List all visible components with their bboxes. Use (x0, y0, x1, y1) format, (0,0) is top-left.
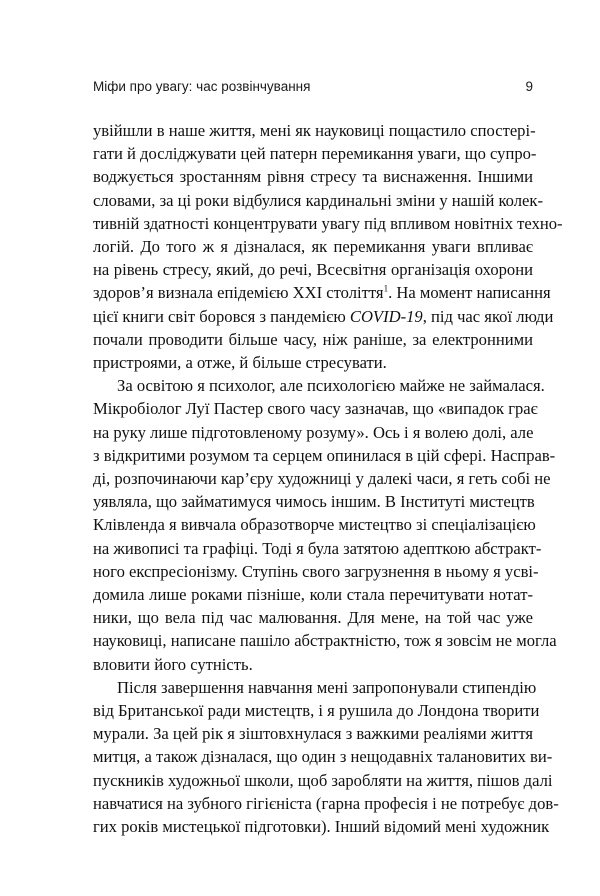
paragraph-3 (93, 676, 559, 838)
text-line: воджується зростанням рівня стресу та виснаження. Іншими (93, 167, 533, 187)
text-line: мурали. За цей рік я зіштовхнулася з важкими реаліями життя (93, 724, 534, 744)
text-line: навчатися на зубного гігієніста (гарна професія і не потребує дов- (93, 793, 559, 813)
text-line: Після завершення навчання мені запропонували стипендію (117, 677, 537, 697)
page-number: 9 (525, 79, 533, 94)
text-line: на живописі та графіці. Тоді я була затятою адепткою абстракт- (93, 538, 542, 558)
text-line: ного експресіонізму. Ступінь свого загрузнення в ньому я усві- (93, 561, 539, 581)
text-line: увійшли в наше життя, мені як науковиці пощастило спостері- (93, 121, 536, 140)
text-line: вловити його сутність. (93, 654, 253, 674)
text-line: цієї книги світ боровся з пандемією COVID-19, під час якої люди (93, 306, 554, 326)
paragraph-1 (93, 119, 563, 374)
text-line: почали проводити більше часу, ніж раніше, за електронними (93, 329, 533, 349)
text-line: на руку лише підготовленому розуму». Ось і я волею долі, але (93, 422, 534, 442)
text-line: За освітою я психолог, але психологією майже не займалася. (117, 376, 545, 396)
text-line: митця, а також дізналася, що один з нещодавніх талановитих ви- (93, 747, 553, 767)
text-line: словами, за ці роки відбулися кардинальні зміни у нашій колек- (93, 190, 543, 210)
footnote-marker: 1 (383, 283, 389, 294)
paragraph-2 (93, 374, 557, 676)
text-line: ді, розпочинаючи кар’єру художниці у далекі часи, я геть собі не (93, 469, 551, 489)
text-line: Клівленда я вивчала образотворче мистецтво зі спеціалізацією (93, 515, 536, 535)
page-header (93, 79, 533, 99)
text-line: тивній здатності концентрувати увагу під впливом новітніх техно- (93, 213, 563, 233)
text-line: Мікробіолог Луї Пастер свого часу зазначав, що «випадок грає (93, 399, 538, 419)
text-line: від Британської ради мистецтв, і я рушила до Лондона творити (93, 701, 540, 721)
text-line: логій. До того ж я дізналася, як перемикання уваги впливає (93, 237, 533, 257)
text-line: гих років мистецької підготовки). Інший відомий мені художник (93, 817, 550, 837)
text-line: пристроями, а отже, й більше стресувати. (93, 353, 387, 373)
running-head: Міфи про увагу: час розвінчування (93, 79, 311, 94)
text-line: пускників художньої школи, щоб заробляти на життя, пішов далі (93, 770, 553, 790)
text-line: ники, що вела під час малювання. Для мене, на той час уже (93, 608, 533, 628)
text-line: науковиці, написане пашіло абстрактністю, тож я зовсім не могла (93, 631, 557, 651)
text-line: гати й досліджувати цей патерн перемикання уваги, що супро- (93, 144, 537, 164)
text-line: уявляла, що займатимуся чимось іншим. В Інституті мистецтв (93, 492, 535, 512)
text-line: з відкритими розумом та серцем опинилася в цій сфері. Насправ- (93, 445, 556, 465)
covid-term: COVID-19 (349, 306, 423, 326)
text-line: на рівень стресу, який, до речі, Всесвітня організація охорони (93, 260, 533, 280)
text-line: здоров’я визнала епідемією XXI століття$^1$. На момент написання (93, 283, 551, 303)
text-line: домила лише роками пізніше, коли стала перечитувати нотат- (93, 585, 533, 605)
body-text (93, 119, 563, 838)
